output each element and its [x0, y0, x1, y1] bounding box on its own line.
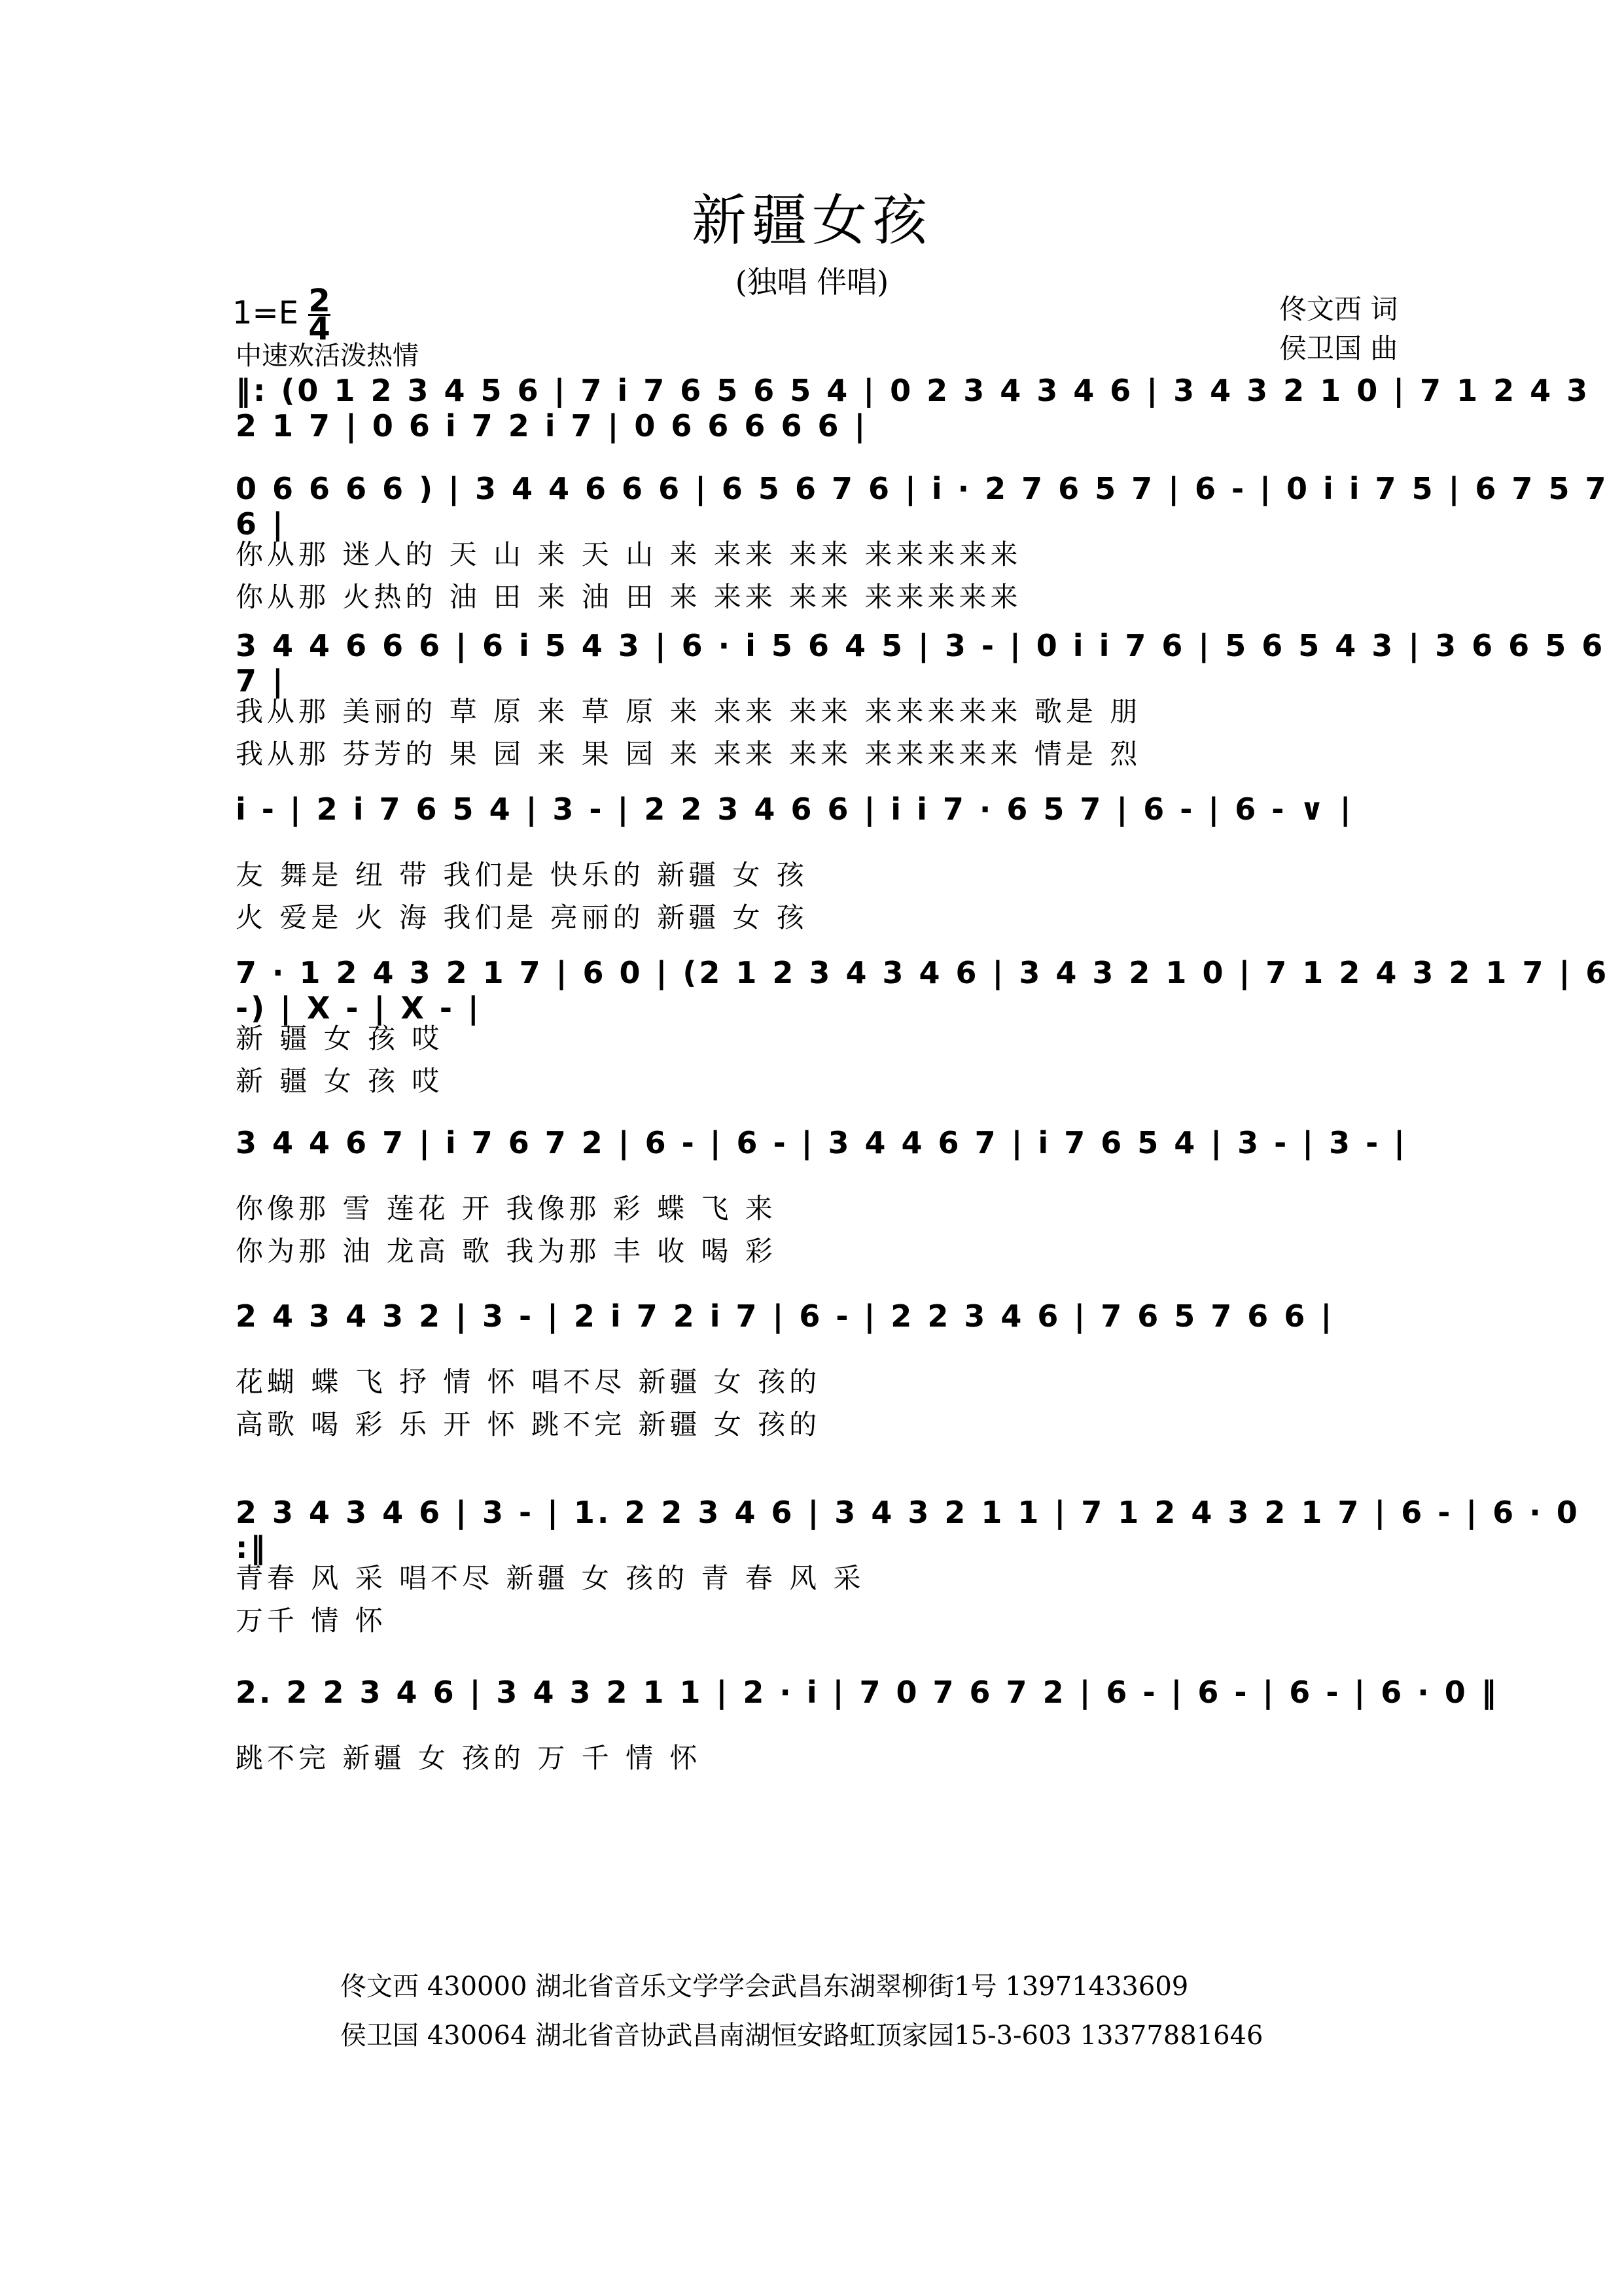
lyric-verse-1: 花蝴 蝶 飞 抒 情 怀 唱不尽 新疆 女 孩的 — [236, 1366, 821, 1398]
tempo-marking: 中速欢活泼热情 — [236, 341, 419, 371]
lyric-verse-2: 火 爱是 火 海 我们是 亮丽的 新疆 女 孩 — [236, 901, 808, 933]
lyric-verse-2: 你为那 油 龙高 歌 我为那 丰 收 喝 彩 — [236, 1235, 777, 1267]
lyric-verse-2: 我从那 芬芳的 果 园 来 果 园 来 来来 来来 来来来来来 情是 烈 — [236, 738, 1142, 770]
notation-line: 0 6 6 6 6 ) | 3 4 4 6 6 6 | 6 5 6 7 6 | i · 2 7 6 5 7 | 6 - | 0 i i 7 5 | 6 7 5 7 6 | — [236, 471, 1609, 542]
key-signature — [232, 283, 330, 347]
notation-line: 3 4 4 6 6 6 | 6 i 5 4 3 | 6 · i 5 6 4 5 | 3 - | 0 i i 7 6 | 5 6 5 4 3 | 3 6 6 5 6 7 | — [236, 628, 1606, 699]
score-system — [0, 628, 1624, 785]
notation-line: i - | 2 i 7 6 5 4 | 3 - | 2 2 3 4 6 6 | i i 7 · 6 5 7 | 6 - | 6 - ∨ | — [236, 791, 1354, 827]
lyric-verse-2: 新 疆 女 孩 哎 — [236, 1065, 444, 1097]
score-system — [0, 471, 1624, 628]
score-system — [0, 1298, 1624, 1455]
score-system — [0, 1675, 1624, 1832]
score-system — [0, 1495, 1624, 1652]
lyric-verse-2: 你从那 火热的 油 田 来 油 田 来 来来 来来 来来来来来 — [236, 581, 1022, 613]
notation-line: 2. 2 2 3 4 6 | 3 4 3 2 1 1 | 2 · i | 7 0 7 6 7 2 | 6 - | 6 - | 6 - | 6 · 0 ‖ — [236, 1675, 1499, 1710]
score-system — [0, 791, 1624, 948]
notation-line: 7 · 1 2 4 3 2 1 7 | 6 0 | (2 1 2 3 4 3 4 6 | 3 4 3 2 1 0 | 7 1 2 4 3 2 1 7 | 6 -) | X - | X - | — [236, 955, 1610, 1026]
notation-line: ‖: (0 1 2 3 4 5 6 | 7 i 7 6 5 6 5 4 | 0 2 3 4 3 4 6 | 3 4 3 2 1 0 | 7 1 2 4 3 2 1 7 | 0 6 i 7 2 i 7 | 0 6 6 6 6 6 | — [236, 373, 1591, 444]
footer-line-1: 佟文西 430000 湖北省音乐文学学会武昌东湖翠柳街1号 13971433609 — [340, 1972, 1189, 2002]
notation-line: 2 4 3 4 3 2 | 3 - | 2 i 7 2 i 7 | 6 - | 2 2 3 4 6 | 7 6 5 7 6 6 | — [236, 1298, 1335, 1334]
song-subtitle: (独唱 伴唱) — [735, 264, 889, 300]
score-system — [0, 1125, 1624, 1282]
lyric-verse-2: 高歌 喝 彩 乐 开 怀 跳不完 新疆 女 孩的 — [236, 1408, 821, 1440]
lyric-verse-1: 青春 风 采 唱不尽 新疆 女 孩的 青 春 风 采 — [236, 1562, 865, 1594]
lyricist-credit: 佟文西 词 — [1279, 293, 1398, 325]
notation-line: 2 3 4 3 4 6 | 3 - | 1. 2 2 3 4 6 | 3 4 3 2 1 1 | 7 1 2 4 3 2 1 7 | 6 - | 6 · 0 :‖ — [236, 1495, 1580, 1565]
footer-line-2: 侯卫国 430064 湖北省音协武昌南湖恒安路虹顶家园15-3-603 13377881646 — [340, 2021, 1263, 2051]
score-system — [0, 955, 1624, 1112]
key-label: 1=E — [232, 294, 299, 332]
lyric-verse-1: 你像那 雪 莲花 开 我像那 彩 蝶 飞 来 — [236, 1192, 777, 1225]
notation-line: 3 4 4 6 7 | i 7 6 7 2 | 6 - | 6 - | 3 4 4 6 7 | i 7 6 5 4 | 3 - | 3 - | — [236, 1125, 1407, 1160]
composer-credit: 侯卫国 曲 — [1279, 332, 1398, 364]
lyric-verse-1: 友 舞是 纽 带 我们是 快乐的 新疆 女 孩 — [236, 859, 808, 891]
time-numerator: 2 — [308, 283, 330, 319]
lyric-verse-1: 跳不完 新疆 女 孩的 万 千 情 怀 — [236, 1742, 701, 1774]
lyric-verse-1: 我从那 美丽的 草 原 来 草 原 来 来来 来来 来来来来来 歌是 朋 — [236, 695, 1142, 727]
time-denominator: 4 — [308, 311, 330, 347]
song-title: 新疆女孩 — [691, 188, 932, 252]
lyric-verse-2: 万千 情 怀 — [236, 1605, 387, 1637]
lyric-verse-1: 新 疆 女 孩 哎 — [236, 1022, 444, 1054]
time-signature — [308, 283, 330, 347]
lyric-verse-1: 你从那 迷人的 天 山 来 天 山 来 来来 来来 来来来来来 — [236, 538, 1022, 570]
